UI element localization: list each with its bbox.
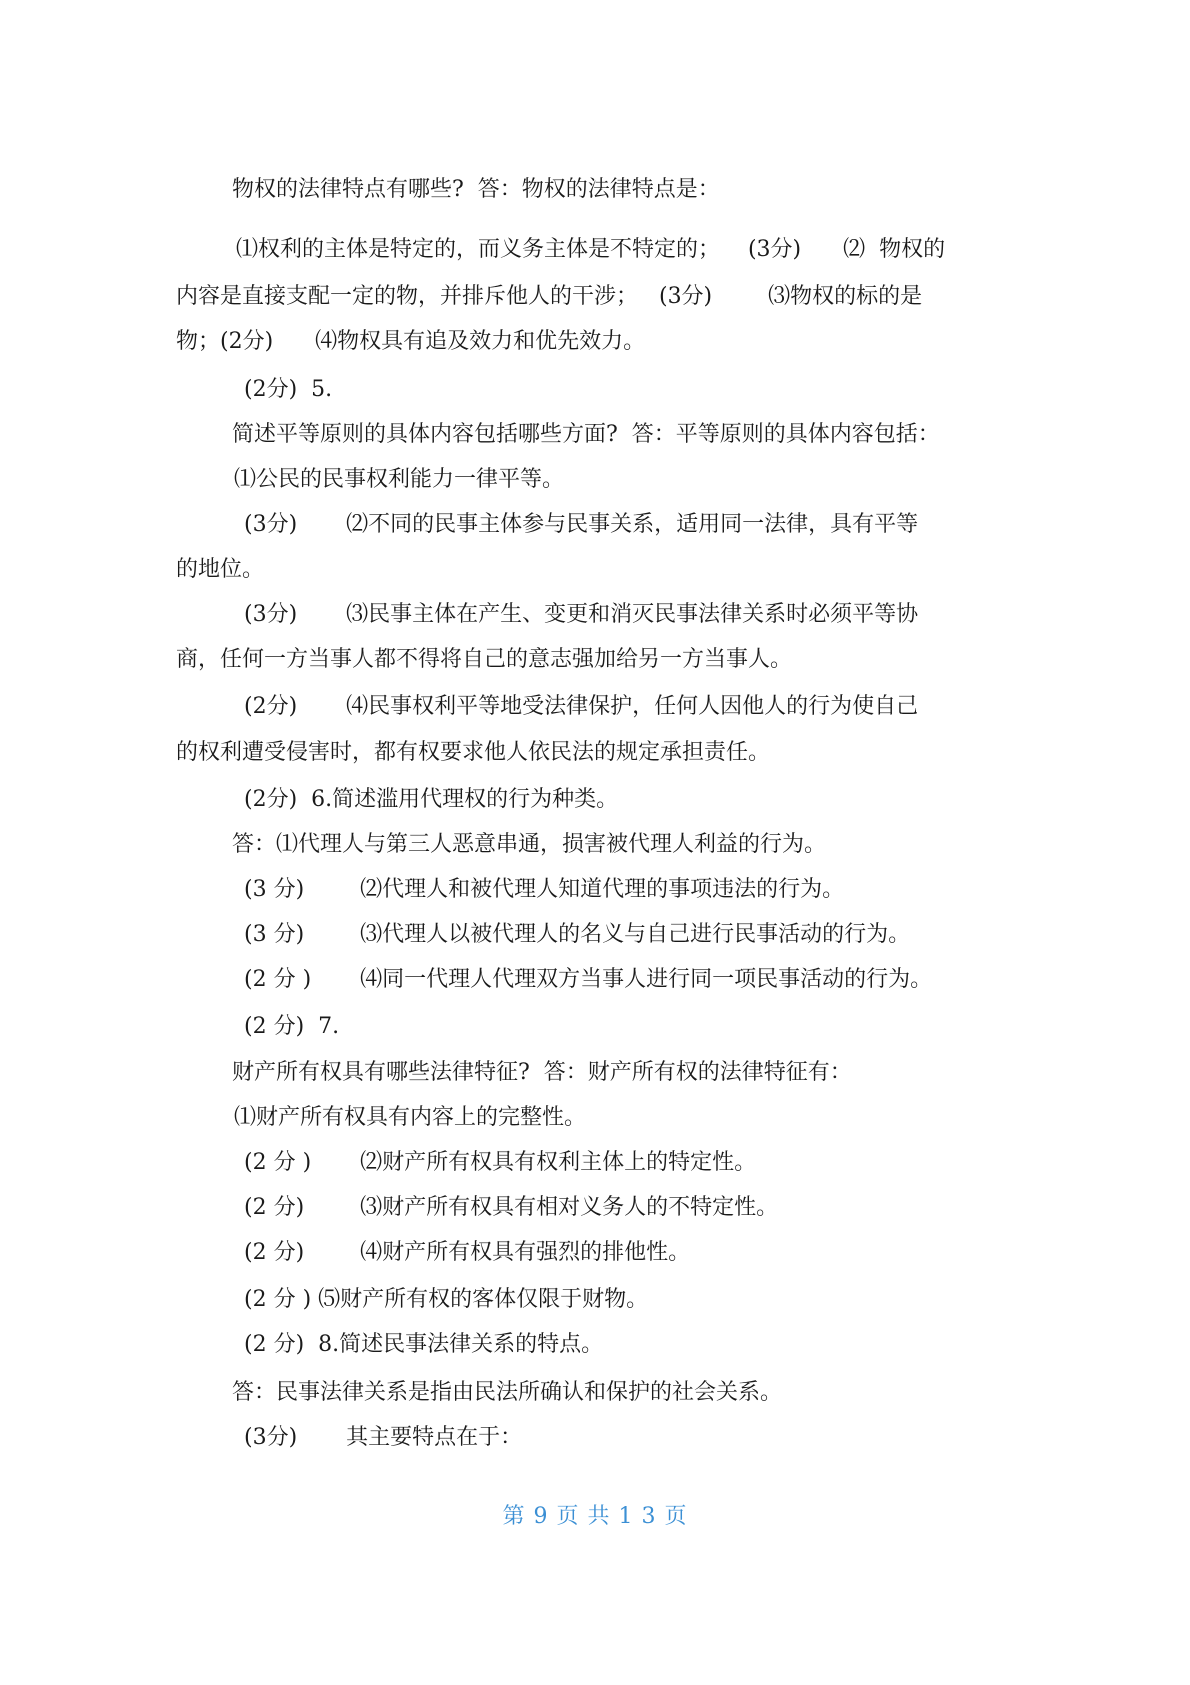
text-line: ⑴财产所有权具有内容上的完整性。 bbox=[234, 1105, 587, 1130]
text-line: (3 分) ⑵代理人和被代理人知道代理的事项违法的行为。 bbox=[244, 877, 845, 902]
text-line: 的权利遭受侵害时，都有权要求他人依民法的规定承担责任。 bbox=[176, 740, 771, 765]
text-line: (2 分) 7. bbox=[244, 1014, 340, 1039]
text-line: ⑴权利的主体是特定的，而义务主体是不特定的； (3分) ⑵ 物权的 bbox=[236, 237, 946, 262]
text-line: 财产所有权具有哪些法律特征? 答：财产所有权的法律特征有： bbox=[232, 1060, 852, 1085]
text-line: (2 分) ⑷财产所有权具有强烈的排他性。 bbox=[244, 1240, 691, 1265]
text-line: (3分) ⑶民事主体在产生、变更和消灭民事法律关系时必须平等协 bbox=[244, 602, 919, 627]
page-number-footer: 第 9 页 共 1 3 页 bbox=[502, 1504, 688, 1529]
text-line: (2 分) ⑶财产所有权具有相对义务人的不特定性。 bbox=[244, 1195, 779, 1220]
text-line: 的地位。 bbox=[176, 557, 265, 582]
text-line: 简述平等原则的具体内容包括哪些方面? 答：平等原则的具体内容包括： bbox=[232, 422, 940, 447]
text-line: 内容是直接支配一定的物，并排斥他人的干涉； (3分) ⑶物权的标的是 bbox=[176, 284, 923, 309]
text-line: (3分) 其主要特点在于： bbox=[244, 1425, 523, 1450]
text-line: 物权的法律特点有哪些? 答：物权的法律特点是： bbox=[232, 177, 720, 202]
text-line: 答：⑴代理人与第三人恶意串通，损害被代理人利益的行为。 bbox=[232, 832, 827, 857]
text-line: (2分) 5. bbox=[244, 377, 333, 402]
text-line: (2 分 ) ⑸财产所有权的客体仅限于财物。 bbox=[244, 1287, 649, 1312]
text-line: 商，任何一方当事人都不得将自己的意志强加给另一方当事人。 bbox=[176, 647, 793, 672]
text-line: (2分) ⑷民事权利平等地受法律保护，任何人因他人的行为使自己 bbox=[244, 694, 919, 719]
text-line: ⑴公民的民事权利能力一律平等。 bbox=[234, 467, 565, 492]
text-line: (3分) ⑵不同的民事主体参与民事关系，适用同一法律，具有平等 bbox=[244, 512, 919, 537]
text-line: (2分) 6.简述滥用代理权的行为种类。 bbox=[244, 787, 619, 812]
text-line: (3 分) ⑶代理人以被代理人的名义与自己进行民事活动的行为。 bbox=[244, 922, 911, 947]
text-line: (2 分 ) ⑵财产所有权具有权利主体上的特定性。 bbox=[244, 1150, 757, 1175]
text-line: 物；(2分) ⑷物权具有追及效力和优先效力。 bbox=[176, 329, 646, 354]
text-line: (2 分) 8.简述民事法律关系的特点。 bbox=[244, 1332, 604, 1357]
text-line: 答：民事法律关系是指由民法所确认和保护的社会关系。 bbox=[232, 1380, 783, 1405]
text-line: (2 分 ) ⑷同一代理人代理双方当事人进行同一项民事活动的行为。 bbox=[244, 967, 933, 992]
